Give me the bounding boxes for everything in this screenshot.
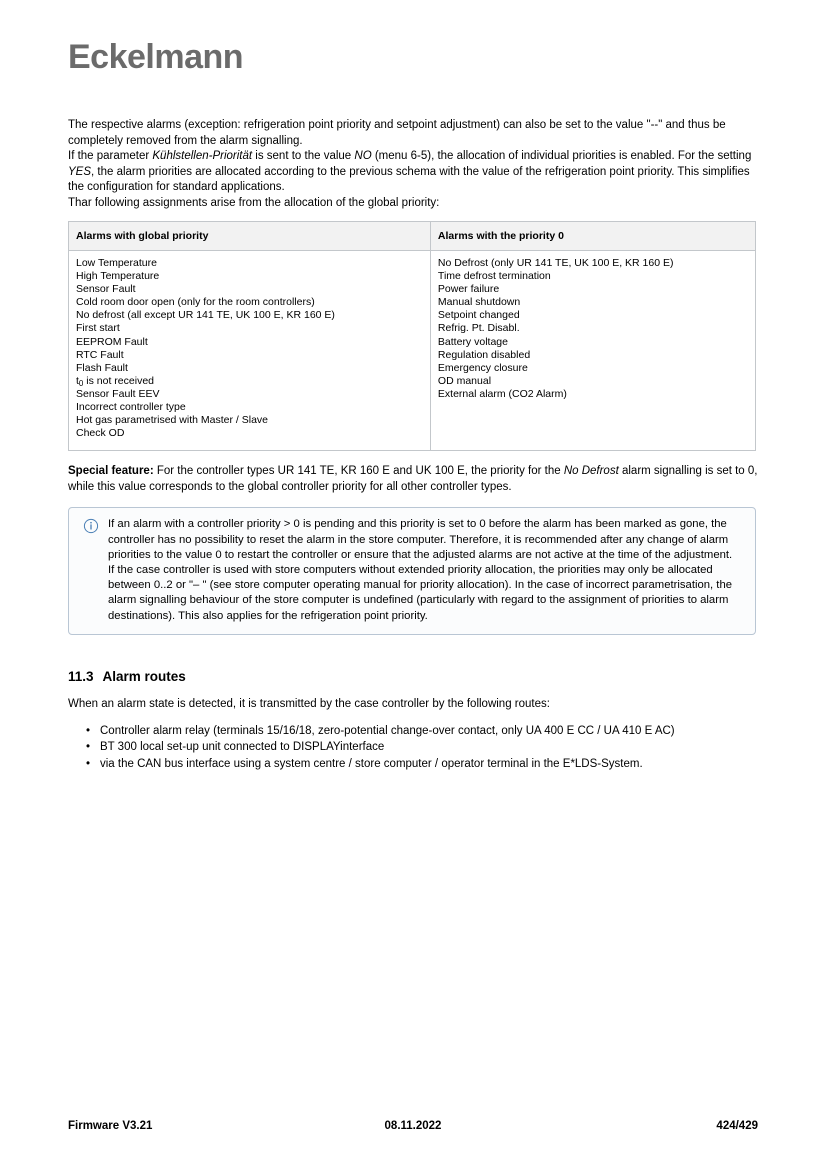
special-feature-italic: No Defrost	[563, 465, 619, 478]
footer-page-number: 424/429	[716, 1120, 758, 1132]
list-item: RTC Fault	[76, 348, 124, 361]
info-icon	[83, 518, 99, 534]
footer-date: 08.11.2022	[384, 1120, 442, 1132]
intro-p2-end: , the alarm priorities are allocated according to the previous schema with the value of the refrigeration point priority. This simplifies the configuration for standard applications.	[68, 165, 750, 193]
list-item: Sensor Fault EEV	[76, 387, 160, 400]
list-item: OD manual	[437, 374, 492, 387]
info-note-box	[68, 507, 756, 634]
special-feature-text-pre: For the controller types UR 141 TE, KR 160 E and UK 100 E, the priority for the	[153, 465, 564, 478]
table-header-global-priority: Alarms with global priority	[69, 222, 431, 251]
list-item: • BT 300 local set-up unit connected to DISPLAYinterface	[86, 740, 758, 756]
note-paragraph-2: If the case controller is used with store computers without extended priority allocation, the priorities may only be allocated between 0..2 or "– " (see store computer operating manual for priority allocation). In the case of incorrect parametrisation, the alarm signalling behaviour of the store computer is undefined (particularly with regard to the assignment of priorities to alarm destinations). This also applies for the refrigeration point priority.	[108, 563, 733, 622]
list-item: Power failure	[437, 283, 500, 296]
list-item: Regulation disabled	[437, 348, 531, 361]
intro-p2-pre: If the parameter	[68, 150, 153, 162]
list-item: No Defrost (only UR 141 TE, UK 100 E, KR 160 E)	[437, 257, 674, 269]
intro-paragraphs	[68, 118, 758, 211]
list-item: Hot gas parametrised with Master / Slave	[76, 414, 268, 427]
list-item: First start	[76, 322, 120, 335]
intro-p2-post: (menu 6-5), the allocation of individual priorities is enabled. For the setting	[371, 150, 752, 162]
intro-p2-italic-1: Kühlstellen-Priorität	[152, 150, 253, 162]
intro-p2-mid: is sent to the value	[252, 150, 355, 162]
company-logo: Eckelmann	[68, 38, 244, 76]
list-item: Incorrect controller type	[76, 401, 186, 414]
list-item: Check OD	[76, 427, 125, 440]
list-item: External alarm (CO2 Alarm)	[437, 387, 567, 400]
priority-zero-alarm-list	[438, 257, 748, 401]
list-item: • Controller alarm relay (terminals 15/16/18, zero-potential change-over contact, only UA 400 E CC / UA 410 E AC)	[86, 724, 758, 740]
document-content	[68, 118, 758, 773]
list-item: EEPROM Fault	[76, 335, 148, 348]
list-item: No defrost (all except UR 141 TE, UK 100 E, KR 160 E)	[76, 309, 335, 322]
special-feature-paragraph	[68, 464, 758, 495]
intro-paragraph-2	[68, 149, 758, 196]
section-intro-paragraph: When an alarm state is detected, it is transmitted by the case controller by the following routes:	[68, 697, 550, 710]
table-cell-global-priority-list	[69, 251, 431, 451]
global-priority-alarm-list	[76, 257, 423, 440]
list-item: Time defrost termination	[437, 270, 551, 283]
section-number: 11.3	[68, 668, 94, 684]
list-item: Flash Fault	[76, 361, 128, 374]
intro-paragraph-3: Thar following assignments arise from the allocation of the global priority:	[68, 196, 440, 209]
table-header-row	[69, 222, 756, 251]
list-item: Battery voltage	[437, 335, 508, 348]
list-item: Low Temperature	[76, 257, 157, 269]
list-item: Sensor Fault	[76, 283, 136, 296]
list-item: Refrig. Pt. Disabl.	[437, 322, 520, 335]
info-note-text	[108, 517, 741, 623]
special-feature-label: Special feature:	[68, 465, 154, 478]
section-title: Alarm routes	[102, 668, 186, 684]
special-feature-text-post: alarm signalling is set to 0, while this value corresponds to the global controller priority for all other controller types.	[68, 465, 758, 493]
intro-p2-italic-2: NO	[354, 150, 372, 162]
list-item: • via the CAN bus interface using a system centre / store computer / operator terminal in the E*LDS-System.	[86, 757, 758, 773]
table-cell-priority-zero-list	[430, 251, 755, 451]
section-heading	[68, 669, 758, 684]
intro-paragraph-1: The respective alarms (exception: refrigeration point priority and setpoint adjustment) can also be set to the value "--" and thus be completely removed from the alarm signalling.	[68, 119, 726, 147]
list-item: Cold room door open (only for the room controllers)	[76, 296, 315, 309]
intro-p2-italic-3: YES	[68, 165, 92, 178]
list-item: Emergency closure	[437, 361, 528, 374]
footer-firmware: Firmware V3.21	[68, 1120, 153, 1132]
note-paragraph-1: If an alarm with a controller priority > 0 is pending and this priority is set to 0 before the alarm has been marked as gone, the controller has no possibility to reset the alarm in the store computer. Therefore, it is recommended after any change of alarm priorities to the value 0 to restart the controller or ensure that the adjusted alarms are not active at the time of the adjustment.	[108, 518, 733, 561]
alarm-routes-list	[68, 724, 758, 773]
list-item: High Temperature	[76, 270, 160, 283]
table-header-priority-zero: Alarms with the priority 0	[430, 222, 755, 251]
list-item: Setpoint changed	[437, 309, 520, 322]
table-row	[69, 251, 756, 451]
list-item-t0: $t_0$ is not received	[76, 374, 154, 388]
list-item: Manual shutdown	[437, 296, 521, 309]
alarm-priority-table	[68, 221, 756, 451]
subscript-zero: 0	[78, 378, 84, 388]
